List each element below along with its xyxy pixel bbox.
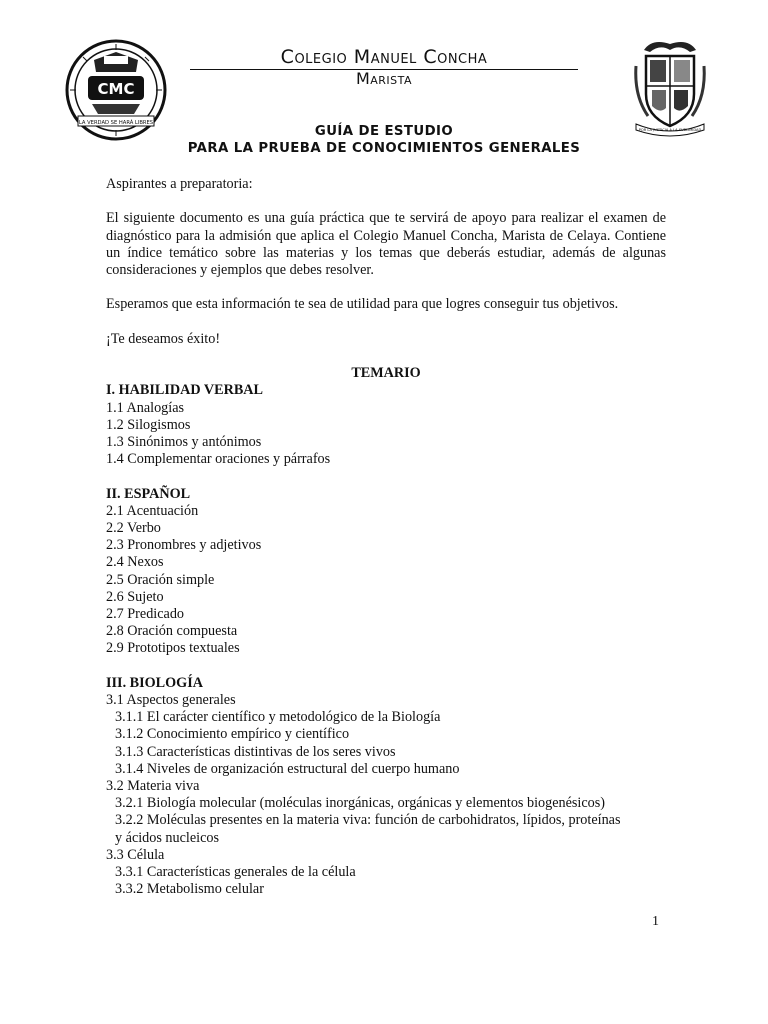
- section-title: I. HABILIDAD VERBAL: [106, 382, 264, 399]
- list-item: 3.1 Aspectos generales: [106, 692, 236, 708]
- list-item: 2.8 Oración compuesta: [106, 623, 238, 640]
- page-number: 1: [652, 914, 659, 929]
- svg-text:POR LA JUSTICIA A LA SUBLIMIDA: POR LA JUSTICIA A LA SUBLIMIDAD: [638, 128, 702, 132]
- list-item: 2.1 Acentuación: [106, 502, 199, 519]
- list-item: 1.2 Silogismos: [106, 416, 191, 433]
- list-item: 1.3 Sinónimos y antónimos: [106, 433, 262, 450]
- list-item: 3.2.2 Moléculas presentes en la materia viva: función de carbohidratos, lípidos, proteínas: [115, 812, 621, 829]
- list-item: 2.3 Pronombres y adjetivos: [106, 537, 262, 554]
- list-item: 2.7 Predicado: [106, 606, 185, 622]
- list-item: 2.5 Oración simple: [106, 571, 215, 588]
- school-name: Colegio Manuel Concha: [280, 46, 488, 68]
- greeting: Aspirantes a preparatoria:: [106, 176, 253, 192]
- svg-text:LA VERDAD SE HARÁ LIBRES: LA VERDAD SE HARÁ LIBRES: [78, 120, 154, 126]
- document-body: [106, 176, 666, 898]
- list-item: 3.3.1 Características generales de la célula: [115, 864, 356, 881]
- closing-line: ¡Te deseamos éxito!: [106, 330, 221, 347]
- list-item: 3.1.2 Conocimiento empírico y científico: [115, 726, 350, 743]
- list-item: 3.2 Materia viva: [106, 778, 200, 795]
- guide-title-line1: GUÍA DE ESTUDIO: [314, 124, 454, 139]
- intro-paragraph: El siguiente documento es una guía práctica que te servirá de apoyo para realizar el examen de diagnóstico para la admisión que aplica el Colegio Manuel Concha, Marista de Celaya. Contiene un índice temático sobre las materias y los temas que deberás estudiar, además de algunas consideraciones y ejemplos que debes resolver.: [106, 210, 666, 278]
- school-subtitle: Marista: [355, 69, 413, 88]
- list-item: 1.1 Analogías: [106, 399, 185, 416]
- guide-title: [100, 123, 668, 157]
- hope-paragraph: Esperamos que esta información te sea de utilidad para que logres conseguir tus objetivos.: [106, 296, 619, 313]
- list-item: 2.4 Nexos: [106, 554, 164, 571]
- list-item: 3.3.2 Metabolismo celular: [115, 881, 264, 898]
- list-item: 3.1.4 Niveles de organización estructural del cuerpo humano: [115, 760, 460, 777]
- svg-text:CMC: CMC: [97, 80, 135, 98]
- list-item: 1.4 Complementar oraciones y párrafos: [106, 451, 331, 468]
- guide-title-line2: PARA LA PRUEBA DE CONOCIMIENTOS GENERALES: [187, 141, 581, 156]
- list-item: 2.2 Verbo: [106, 519, 161, 536]
- section-title: II. ESPAÑOL: [106, 485, 191, 502]
- list-item: 2.9 Prototipos textuales: [106, 640, 240, 657]
- temario-heading: TEMARIO: [351, 365, 421, 382]
- list-item: y ácidos nucleicos: [115, 829, 220, 846]
- list-item: 3.1.3 Características distintivas de los seres vivos: [115, 743, 396, 760]
- list-item: 3.3 Célula: [106, 846, 165, 863]
- list-item: 2.6 Sujeto: [106, 588, 164, 605]
- list-item: 3.2.1 Biología molecular (moléculas inorgánicas, orgánicas y elementos biogenésicos): [115, 795, 605, 812]
- section-title: III. BIOLOGÍA: [106, 674, 203, 691]
- list-item: 3.1.1 El carácter científico y metodológico de la Biología: [115, 709, 441, 726]
